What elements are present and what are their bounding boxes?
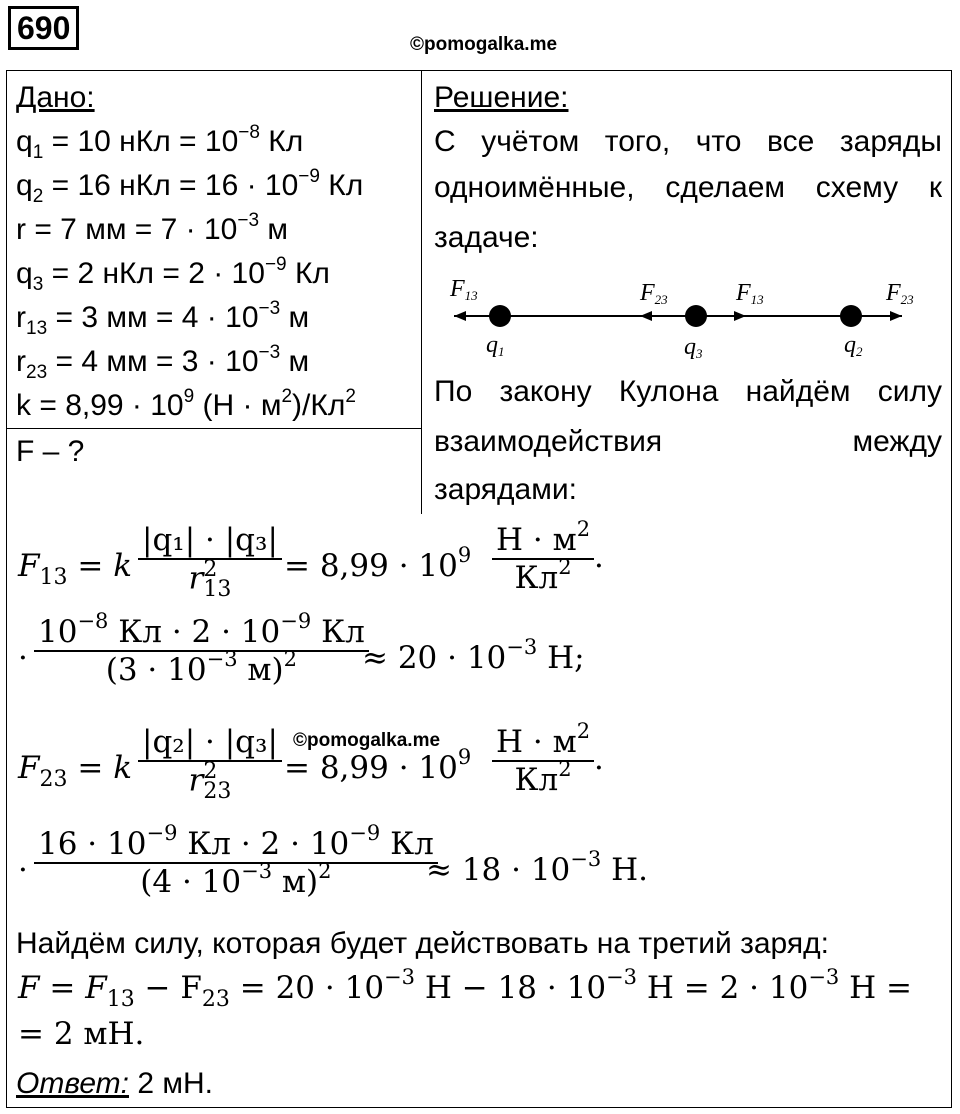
f13-cont-lead: · xyxy=(18,640,28,676)
f23-cont-lead: · xyxy=(18,852,28,888)
find-question: F – ? xyxy=(16,435,85,468)
label-f23-mid: F23 xyxy=(640,280,668,307)
f23-dot: · xyxy=(594,750,604,786)
charge-q1 xyxy=(489,305,511,327)
f13-result: ≈ $20 \cdot 10^{-3}$ Н; xyxy=(362,635,585,676)
watermark-top: ©pomogalka.me xyxy=(410,34,558,55)
solution-header: Решение: xyxy=(434,81,569,114)
given-q3: $q_3 = 2$ нКл = $2 \cdot 10^{-9}$ Кл xyxy=(16,254,330,295)
watermark-middle: ©pomogalka.me xyxy=(293,730,441,751)
f13-fraction: |q₁| · |q₃| r 2 13 xyxy=(138,522,282,600)
charge-q2 xyxy=(840,305,862,327)
label-f13-left: F13 xyxy=(450,276,478,303)
arrow-f23-mid xyxy=(640,311,652,321)
arrow-f23-right xyxy=(890,311,902,321)
label-q1: q1 xyxy=(486,332,505,359)
label-q2: q2 xyxy=(844,332,863,359)
column-divider xyxy=(421,70,422,514)
label-f23-right: F23 xyxy=(886,280,914,307)
f23-cont-fraction: $16 \cdot 10^{-9}$ Кл · $2 \cdot 10^{-9}$ Кл ($4 \cdot 10^{-3}$ м)$^2$ xyxy=(34,826,438,900)
label-q3: q3 xyxy=(684,334,703,361)
f23-fraction: |q₂| · |q₃| r 2 23 xyxy=(138,724,282,802)
f13-dot: · xyxy=(594,548,604,584)
arrow-f13-mid xyxy=(734,311,746,321)
f13-cont-fraction: $10^{-8}$ Кл · $2 \cdot 10^{-9}$ Кл ($3 \cdot 10^{-3}$ м)$^2$ xyxy=(34,614,369,688)
f23-lhs: $F_{23} = k$ xyxy=(18,750,132,792)
coulomb-line-3: зарядами: xyxy=(434,473,577,506)
given-r: r = 7 мм = $7 \cdot 10^{-3}$ м xyxy=(16,210,288,246)
given-k: $k = 8,99 \cdot 10^9$ $(Н \cdot м^2)/Кл^2$ xyxy=(16,386,356,422)
find-third-charge-text: Найдём силу, которая будет действовать на третий заряд: xyxy=(16,927,829,960)
f13-unit: $Н \cdot м^2$ $Кл^2$ xyxy=(492,522,594,596)
charges-diagram xyxy=(440,268,930,368)
given-divider xyxy=(6,428,421,429)
solution-intro-line-2: одноимённые, сделаем схему к xyxy=(434,171,942,204)
given-r23: $r_{23} = 4$ мм = $3 \cdot 10^{-3}$ м xyxy=(16,342,310,383)
problem-number: 690 xyxy=(8,6,79,50)
answer-line: Ответ: 2 мН. xyxy=(16,1067,213,1100)
f23-unit: $Н \cdot м^2$ $Кл^2$ xyxy=(492,724,594,798)
given-q2: $q_2 = 16$ нКл = $16 \cdot 10^{-9}$ Кл xyxy=(16,166,364,207)
given-q1: $q_1 = 10$ нКл = $10^{-8}$ Кл xyxy=(16,122,304,163)
f23-result: ≈ $18 \cdot 10^{-3}$ Н. xyxy=(426,847,649,888)
charge-q3 xyxy=(685,305,707,327)
f13-lhs: $F_{13} = k$ xyxy=(18,548,132,590)
solution-intro-line-1: С учётом того, что все заряды xyxy=(434,125,942,158)
f23-coefficient: = $8,99 \cdot 10^9$ xyxy=(284,745,472,786)
final-formula: $F = F_{13} - F_{23} = 20 \cdot 10^{-3}$ $Н - 18 \cdot 10^{-3}$ $Н = 2 \cdot 10^{-3}$ Н = xyxy=(18,965,913,1012)
coulomb-line-1: По закону Кулона найдём силу xyxy=(434,375,942,408)
coulomb-line-2: взаимодействия между xyxy=(434,425,942,458)
arrow-f13-left xyxy=(454,311,466,321)
given-r13: $r_{13} = 3$ мм = $4 \cdot 10^{-3}$ м xyxy=(16,298,310,339)
final-result: = 2 мН. xyxy=(18,1016,145,1052)
solution-intro-line-3: задаче: xyxy=(434,221,539,254)
given-header: Дано: xyxy=(16,81,95,114)
label-f13-mid: F13 xyxy=(736,280,764,307)
f13-coefficient: = $8,99 \cdot 10^9$ xyxy=(284,543,472,584)
